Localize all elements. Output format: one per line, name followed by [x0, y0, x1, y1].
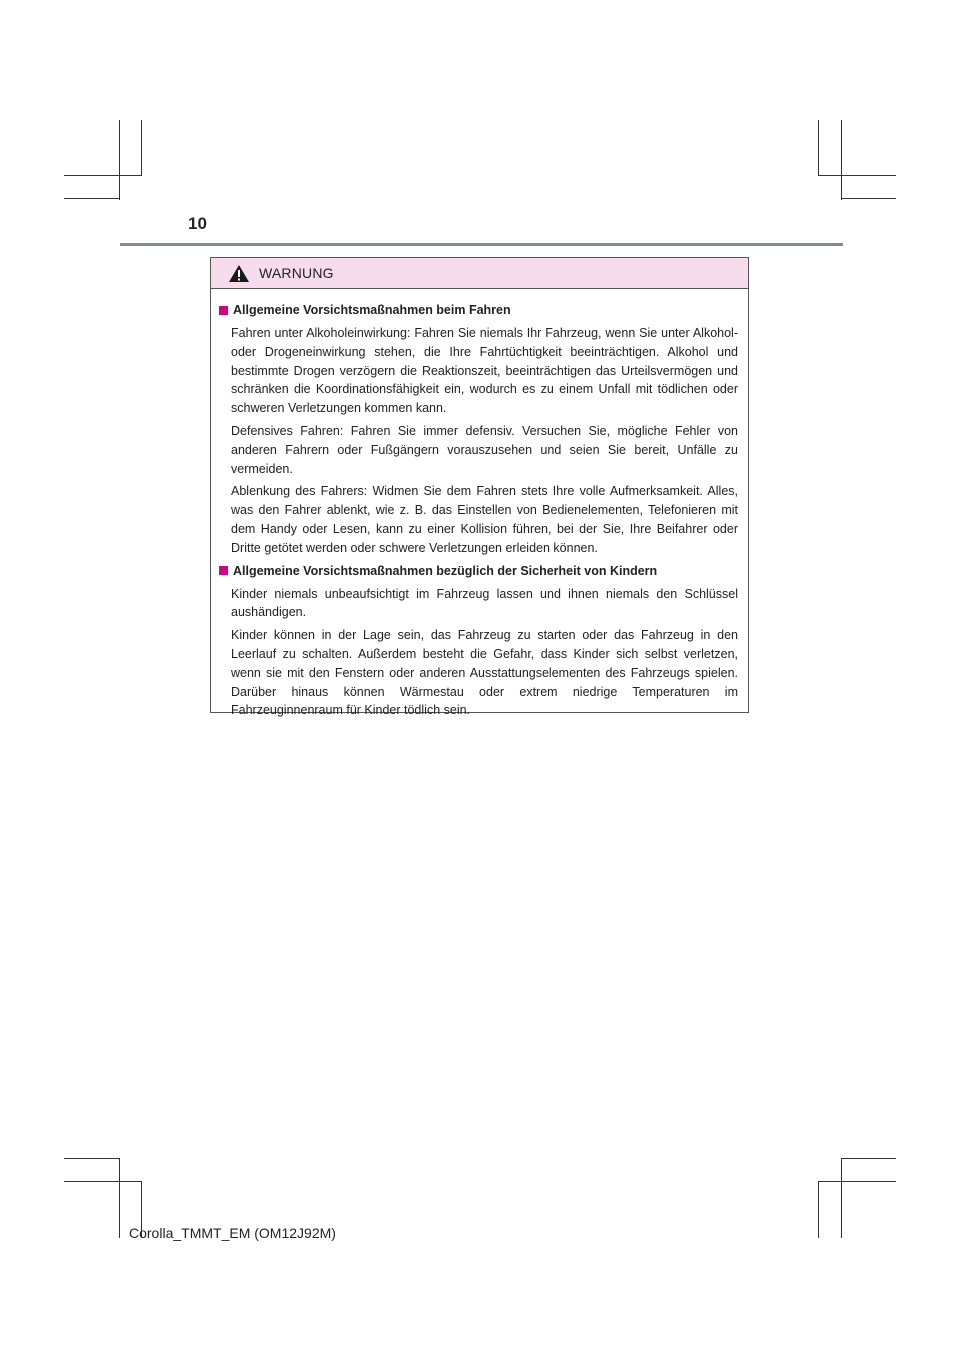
section-heading-children [219, 562, 738, 580]
warning-box [210, 257, 749, 718]
page-number: 10 [188, 214, 207, 233]
paragraph-alcohol: Fahren unter Alkoholeinwirkung: Fahren Sie niemals Ihr Fahrzeug, wenn Sie unter Alkohol- oder Drogeneinwirkung stehen, die Ihre Fahrtüchtigkeit beeinträchtigen. Alkohol und bestimmte Drogen verzögern die Reaktionszeit, beeinträchtigen das Urteilsvermögen und schränken die Koordinationsfähigkeit ein, wodurch es zu einem Unfall mit tödlichen oder schweren Verletzungen kommen kann. [231, 326, 738, 416]
paragraph-unattended: Kinder niemals unbeaufsichtigt im Fahrzeug lassen und ihnen niemals den Schlüssel aushändigen. [231, 586, 738, 620]
crop-mark [64, 1158, 120, 1159]
crop-mark [818, 120, 819, 176]
section-heading-text: Allgemeine Vorsichtsmaßnahmen bezüglich der Sicherheit von Kindern [233, 563, 658, 578]
crop-mark [841, 198, 896, 199]
header-rule [120, 243, 843, 246]
crop-mark [841, 1158, 896, 1159]
crop-mark [119, 1158, 120, 1238]
square-bullet-icon [219, 306, 228, 315]
crop-mark [64, 175, 142, 176]
warning-triangle-icon [228, 264, 250, 283]
crop-mark [818, 175, 896, 176]
crop-mark [64, 1181, 142, 1182]
warning-header [211, 258, 748, 289]
crop-mark [841, 1158, 842, 1238]
crop-mark [119, 120, 120, 200]
paragraph-children-risks: Kinder können in der Lage sein, das Fahrzeug zu starten oder das Fahrzeug in den Leerlauf zu schalten. Außerdem besteht die Gefahr, dass Kinder sich selbst verletzen, wenn sie mit den Fenstern oder anderen Ausstattungselementen des Fahrzeugs spielen. Darüber hinaus können Wärmestau oder extrem niedrige Temperaturen im Fahrzeuginnenraum für Kinder tödlich sein. [231, 628, 738, 718]
section-heading-driving [219, 301, 738, 319]
crop-mark [818, 1181, 819, 1238]
paragraph-defensive: Defensives Fahren: Fahren Sie immer defensiv. Versuchen Sie, mögliche Fehler von anderen Fahrern oder Fußgängern vorauszusehen und seien Sie bereit, Unfälle zu vermeiden. [231, 423, 738, 476]
square-bullet-icon [219, 566, 228, 575]
footer-document-code: Corolla_TMMT_EM (OM12J92M) [129, 1225, 336, 1241]
section-heading-text: Allgemeine Vorsichtsmaßnahmen beim Fahren [233, 303, 511, 317]
crop-mark [64, 198, 120, 199]
crop-mark [841, 120, 842, 200]
crop-mark [141, 120, 142, 175]
warning-title: WARNUNG [259, 265, 334, 281]
paragraph-distraction: Ablenkung des Fahrers: Widmen Sie dem Fahren stets Ihre volle Aufmerksamkeit. Alles, was den Fahrer ablenkt, wie z. B. das Einstellen von Bedienelementen, Telefonieren mit dem Handy oder Lesen, kann zu einer Kollision führen, bei der Sie, Ihre Beifahrer oder Dritte getötet werden oder schwere Verletzungen erleiden können. [231, 484, 738, 555]
warning-body [211, 289, 748, 720]
crop-mark [818, 1181, 896, 1182]
